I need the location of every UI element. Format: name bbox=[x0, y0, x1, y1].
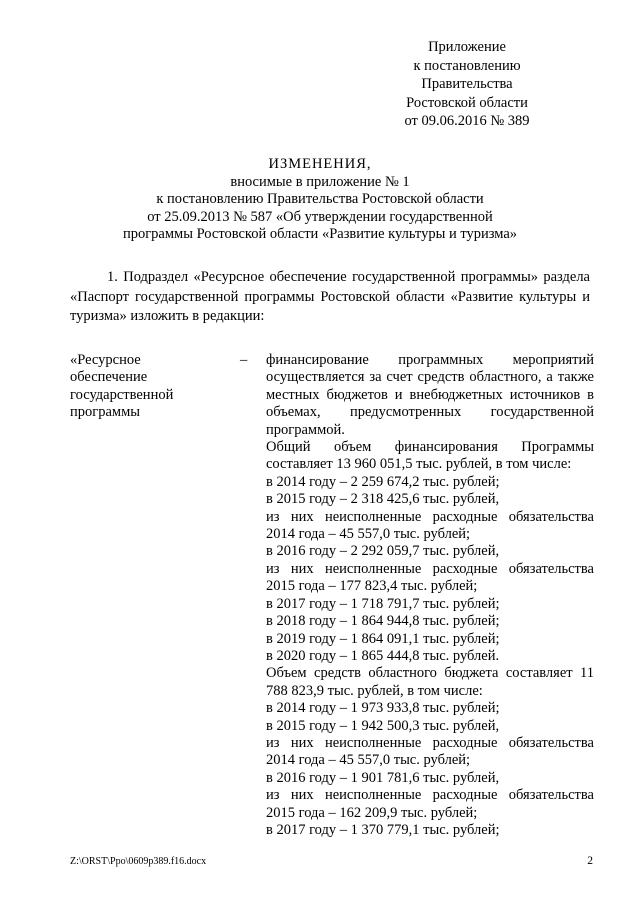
resource-line: в 2015 году – 2 318 425,6 тыс. рублей, bbox=[266, 491, 500, 508]
resource-label-line: программы bbox=[70, 404, 140, 421]
resource-line: в 2019 году – 1 864 091,1 тыс. рублей; bbox=[266, 630, 500, 647]
resource-line: в 2015 году – 1 942 500,3 тыс. рублей, bbox=[266, 717, 500, 734]
page-number: 2 bbox=[587, 855, 593, 867]
resource-line: из них неисполненные расходные обязательства 2014 года – 45 557,0 тыс. рублей; bbox=[266, 508, 594, 543]
resource-line: Общий объем финансирования Программы составляет 13 960 051,5 тыс. рублей, в том числе: bbox=[266, 439, 594, 473]
resource-label-line: обеспечение bbox=[70, 369, 148, 386]
resource-line: в 2014 году – 1 973 933,8 тыс. рублей; bbox=[266, 700, 500, 717]
appendix-line: от 09.06.2016 № 389 bbox=[404, 113, 530, 130]
resource-line: в 2017 году – 1 370 779,1 тыс. рублей; bbox=[266, 821, 500, 838]
resource-line: в 2018 году – 1 864 944,8 тыс. рублей; bbox=[266, 613, 500, 630]
resource-line: в 2017 году – 1 718 791,7 тыс. рублей; bbox=[266, 595, 500, 612]
resource-line: из них неисполненные расходные обязательства 2015 года – 177 823,4 тыс. рублей; bbox=[266, 560, 594, 595]
heading-line: вносимые в приложение № 1 bbox=[230, 173, 410, 190]
document-heading bbox=[70, 156, 570, 244]
resource-line: в 2016 году – 2 292 059,7 тыс. рублей, bbox=[266, 543, 500, 560]
resource-line: финансирование программных мероприятий осуществляется за счет средств областного, а также местных бюджетов и внебюджетных источников в объемах, предусмотренных государственной программой. bbox=[266, 352, 594, 438]
appendix-line: к постановлению bbox=[413, 57, 521, 74]
heading-title: ИЗМЕНЕНИЯ, bbox=[268, 156, 372, 172]
resource-line: Объем средств областного бюджета составляет 11 788 823,9 тыс. рублей, в том числе: bbox=[266, 665, 594, 699]
paragraph-1: 1. Подраздел «Ресурсное обеспечение государственной программы» раздела «Паспорт государственной программы Ростовской области «Развитие культуры и туризма» изложить в редакции: bbox=[70, 269, 590, 324]
heading-line: к постановлению Правительства Ростовской области bbox=[156, 191, 484, 207]
resource-label-line: «Ресурсное bbox=[70, 352, 141, 368]
resource-line: в 2016 году – 1 901 781,6 тыс. рублей, bbox=[266, 769, 500, 786]
resource-line: из них неисполненные расходные обязательства 2014 года – 45 557,0 тыс. рублей; bbox=[266, 734, 594, 769]
resource-content bbox=[266, 352, 594, 839]
resource-dash: – bbox=[240, 352, 248, 368]
appendix-line: Приложение bbox=[428, 39, 506, 55]
resource-line: из них неисполненные расходные обязательства 2015 года – 162 209,9 тыс. рублей; bbox=[266, 787, 594, 821]
heading-line: от 25.09.2013 № 587 «Об утверждении государственной bbox=[147, 208, 493, 225]
footer-file-path: Z:\ORST\Ppo\0609p389.f16.docx bbox=[70, 856, 207, 867]
resource-label-line: государственной bbox=[70, 386, 174, 403]
appendix-line: Правительства bbox=[421, 76, 513, 93]
appendix-block bbox=[367, 38, 567, 131]
resource-line: в 2014 году – 2 259 674,2 тыс. рублей; bbox=[266, 473, 500, 490]
appendix-line: Ростовской области bbox=[406, 94, 528, 111]
resource-line: в 2020 году – 1 865 444,8 тыс. рублей. bbox=[266, 647, 500, 664]
heading-line: программы Ростовской области «Развитие культуры и туризма» bbox=[122, 226, 518, 242]
resource-label bbox=[70, 352, 210, 422]
